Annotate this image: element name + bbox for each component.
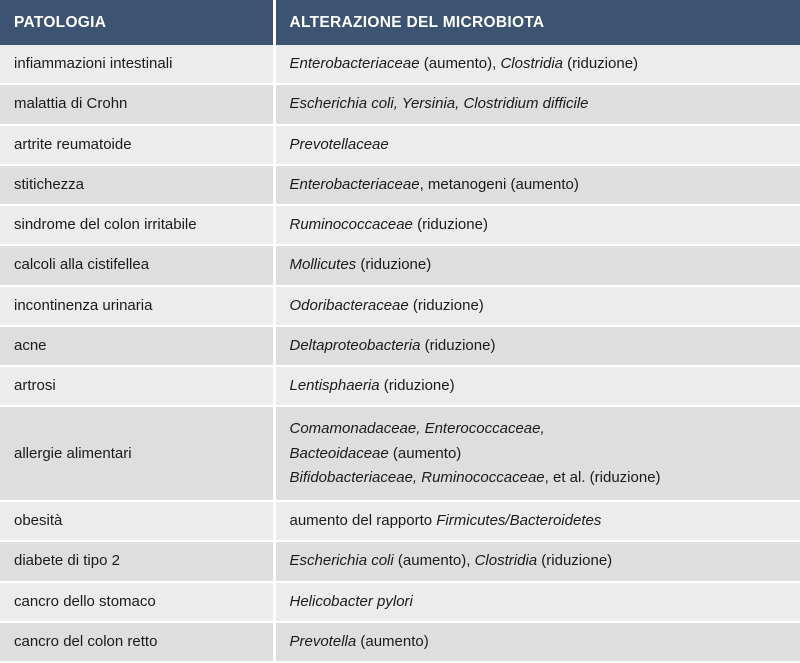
cell-patologia: acne	[0, 326, 274, 366]
cell-patologia: artrite reumatoide	[0, 125, 274, 165]
table-row	[0, 326, 800, 366]
table-row	[0, 622, 800, 662]
taxon-name: Escherichia coli	[289, 552, 394, 570]
taxon-name: Deltaproteobacteria	[289, 336, 421, 354]
taxon-name: Mollicutes	[289, 256, 357, 274]
cell-alterazione	[274, 84, 800, 124]
cell-alterazione	[274, 501, 800, 541]
cell-line	[290, 468, 787, 488]
table-header	[0, 0, 800, 45]
taxon-name: Comamonadaceae, Enterococcaceae,	[289, 420, 545, 438]
taxon-name: Enterobacteriaceae	[289, 55, 420, 72]
cell-alterazione	[274, 45, 800, 84]
text-fragment: (riduzione)	[356, 256, 432, 274]
cell-patologia: artrosi	[0, 366, 274, 406]
table-row	[0, 541, 800, 581]
cell-line	[290, 419, 787, 439]
cell-patologia: stitichezza	[0, 165, 274, 205]
cell-alterazione	[274, 622, 800, 662]
table-row	[0, 501, 800, 541]
text-fragment: (riduzione)	[537, 552, 613, 570]
taxon-name: Lentisphaeria	[289, 377, 380, 394]
cell-alterazione	[274, 326, 800, 366]
taxon-name: Bacteoidaceae	[289, 444, 389, 462]
table-body	[0, 45, 800, 662]
text-fragment: (aumento)	[356, 632, 429, 650]
cell-patologia: obesità	[0, 501, 274, 541]
cell-alterazione	[274, 541, 800, 581]
table-row	[0, 84, 800, 124]
cell-alterazione	[274, 286, 800, 326]
cell-patologia: sindrome del colon irritabile	[0, 205, 274, 245]
cell-line	[290, 444, 787, 464]
taxon-name: Bifidobacteriaceae, Ruminococcaceae	[289, 468, 545, 486]
taxon-name: Prevotella	[289, 632, 357, 650]
text-fragment: (riduzione)	[563, 55, 639, 72]
cell-patologia: calcoli alla cistifellea	[0, 245, 274, 285]
text-fragment: (aumento)	[388, 444, 462, 462]
table-header-row	[0, 0, 800, 45]
taxon-name: Enterobacteriaceae	[289, 175, 420, 193]
cell-patologia: allergie alimentari	[0, 406, 274, 501]
column-header-alterazione: ALTERAZIONE DEL MICROBIOTA	[274, 0, 800, 45]
table-row	[0, 245, 800, 285]
cell-alterazione	[274, 582, 800, 622]
text-fragment: (aumento),	[419, 55, 501, 72]
taxon-name: Ruminococcaceae	[289, 216, 413, 233]
table-row	[0, 45, 800, 84]
text-fragment: (riduzione)	[408, 296, 484, 314]
taxon-name: Odoribacteraceae	[289, 296, 409, 314]
taxon-name: Escherichia coli, Yersinia, Clostridium difficile	[289, 95, 589, 113]
cell-patologia: incontinenza urinaria	[0, 286, 274, 326]
table-row	[0, 205, 800, 245]
text-fragment: (aumento),	[393, 552, 475, 570]
column-header-patologia: PATOLOGIA	[0, 0, 274, 45]
taxon-name: Helicobacter pylori	[289, 592, 413, 610]
table-row	[0, 165, 800, 205]
text-fragment: , et al. (riduzione)	[544, 468, 661, 486]
cell-alterazione	[274, 125, 800, 165]
taxon-name: Prevotellaceae	[289, 135, 389, 153]
text-fragment: (riduzione)	[379, 377, 455, 394]
cell-patologia: cancro dello stomaco	[0, 582, 274, 622]
cell-patologia: diabete di tipo 2	[0, 541, 274, 581]
taxon-name: Clostridia	[474, 552, 538, 570]
cell-alterazione	[274, 165, 800, 205]
cell-patologia: infiammazioni intestinali	[0, 45, 274, 84]
taxon-name: Firmicutes/Bacteroidetes	[436, 512, 602, 529]
table-row	[0, 582, 800, 622]
table-row	[0, 125, 800, 165]
text-fragment: , metanogeni (aumento)	[419, 175, 579, 193]
text-fragment: aumento del rapporto	[289, 512, 437, 529]
cell-alterazione	[274, 245, 800, 285]
cell-alterazione	[274, 205, 800, 245]
taxon-name: Clostridia	[500, 55, 563, 72]
cell-alterazione	[274, 366, 800, 406]
table-row	[0, 286, 800, 326]
text-fragment: (riduzione)	[420, 336, 496, 354]
text-fragment: (riduzione)	[412, 216, 488, 233]
cell-alterazione	[274, 406, 800, 501]
table-row	[0, 366, 800, 406]
cell-patologia: cancro del colon retto	[0, 622, 274, 662]
table-row	[0, 406, 800, 501]
cell-patologia: malattia di Crohn	[0, 84, 274, 124]
